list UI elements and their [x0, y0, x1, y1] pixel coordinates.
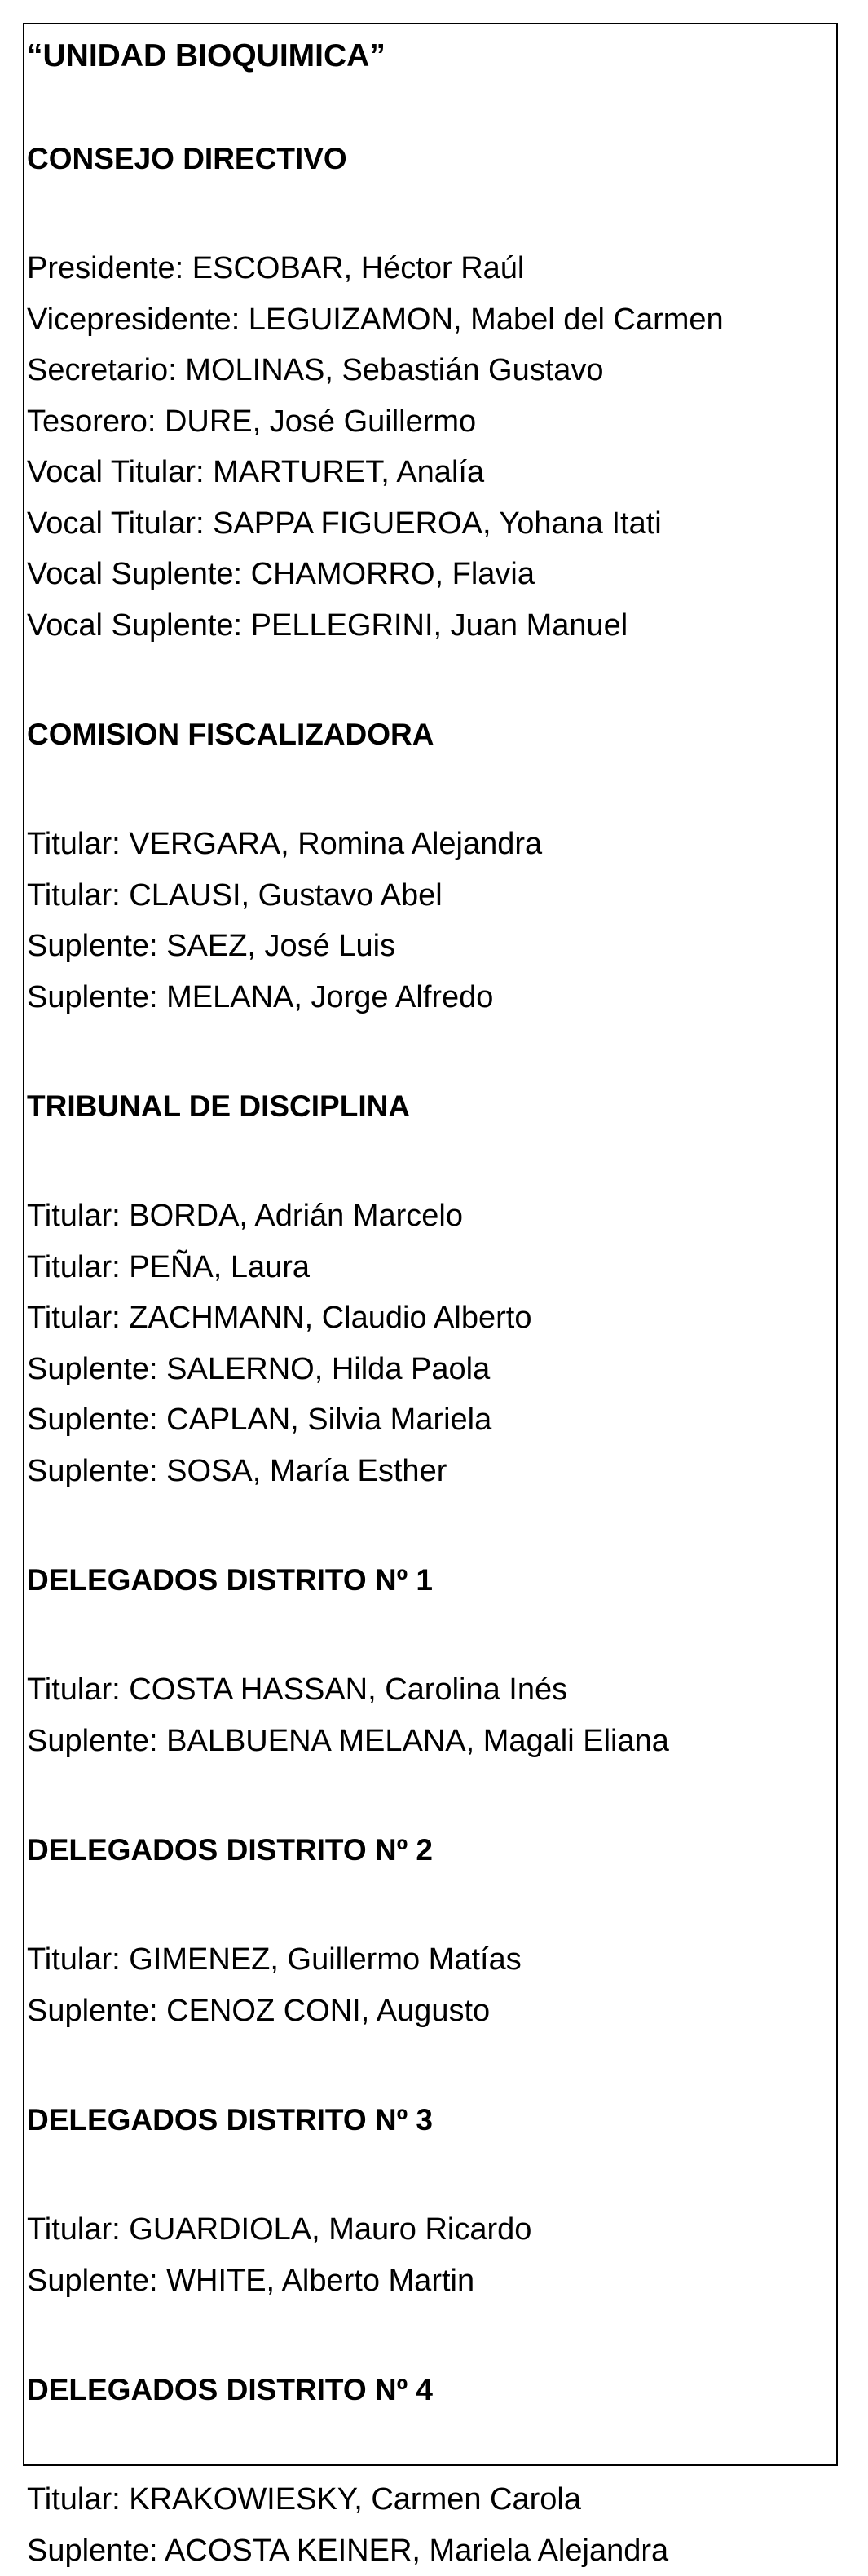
- section-heading: TRIBUNAL DE DISCIPLINA: [27, 1088, 836, 1125]
- member-line: Suplente: ACOSTA KEINER, Mariela Alejandra: [27, 2525, 836, 2576]
- member-list: [27, 1664, 836, 1766]
- member-line: Vicepresidente: LEGUIZAMON, Mabel del Carmen: [27, 294, 836, 346]
- sections-container: [27, 140, 836, 2576]
- section-heading: CONSEJO DIRECTIVO: [27, 140, 836, 178]
- member-line: Vocal Titular: MARTURET, Analía: [27, 447, 836, 498]
- section-heading: DELEGADOS DISTRITO Nº 2: [27, 1831, 836, 1869]
- document-frame: [23, 23, 838, 2466]
- member-line: Titular: VERGARA, Romina Alejandra: [27, 819, 836, 870]
- member-line: Titular: GUARDIOLA, Mauro Ricardo: [27, 2204, 836, 2256]
- member-line: Titular: CLAUSI, Gustavo Abel: [27, 870, 836, 921]
- member-line: Vocal Titular: SAPPA FIGUEROA, Yohana Itati: [27, 498, 836, 550]
- member-list: [27, 2474, 836, 2576]
- section-block: [27, 2101, 836, 2306]
- member-line: Suplente: BALBUENA MELANA, Magali Eliana: [27, 1716, 836, 1767]
- member-line: Titular: GIMENEZ, Guillermo Matías: [27, 1934, 836, 1986]
- member-list: [27, 2204, 836, 2306]
- member-line: Secretario: MOLINAS, Sebastián Gustavo: [27, 345, 836, 396]
- member-line: Presidente: ESCOBAR, Héctor Raúl: [27, 243, 836, 294]
- member-line: Titular: ZACHMANN, Claudio Alberto: [27, 1292, 836, 1344]
- section-heading: DELEGADOS DISTRITO Nº 1: [27, 1562, 836, 1599]
- member-list: [27, 1191, 836, 1496]
- member-line: Titular: COSTA HASSAN, Carolina Inés: [27, 1664, 836, 1716]
- member-line: Suplente: SALERNO, Hilda Paola: [27, 1344, 836, 1395]
- member-list: [27, 243, 836, 651]
- member-line: Suplente: SOSA, María Esther: [27, 1446, 836, 1497]
- member-line: Suplente: SAEZ, José Luis: [27, 921, 836, 972]
- section-heading: DELEGADOS DISTRITO Nº 4: [27, 2371, 836, 2409]
- member-list: [27, 1934, 836, 2036]
- document-title: “UNIDAD BIOQUIMICA”: [27, 38, 836, 75]
- title-spacer: [27, 75, 836, 140]
- member-line: Vocal Suplente: PELLEGRINI, Juan Manuel: [27, 600, 836, 652]
- member-line: Suplente: MELANA, Jorge Alfredo: [27, 972, 836, 1023]
- member-line: Titular: PEÑA, Laura: [27, 1242, 836, 1293]
- section-heading: DELEGADOS DISTRITO Nº 3: [27, 2101, 836, 2139]
- member-line: Suplente: CAPLAN, Silvia Mariela: [27, 1394, 836, 1446]
- section-block: [27, 1831, 836, 2036]
- member-line: Suplente: WHITE, Alberto Martin: [27, 2256, 836, 2307]
- section-block: [27, 716, 836, 1023]
- section-block: [27, 2371, 836, 2576]
- section-heading: COMISION FISCALIZADORA: [27, 716, 836, 753]
- member-line: Titular: KRAKOWIESKY, Carmen Carola: [27, 2474, 836, 2525]
- member-list: [27, 819, 836, 1023]
- section-block: [27, 140, 836, 651]
- member-line: Tesorero: DURE, José Guillermo: [27, 396, 836, 448]
- member-line: Suplente: CENOZ CONI, Augusto: [27, 1986, 836, 2037]
- section-block: [27, 1562, 836, 1766]
- member-line: Vocal Suplente: CHAMORRO, Flavia: [27, 549, 836, 600]
- member-line: Titular: BORDA, Adrián Marcelo: [27, 1191, 836, 1242]
- section-block: [27, 1088, 836, 1496]
